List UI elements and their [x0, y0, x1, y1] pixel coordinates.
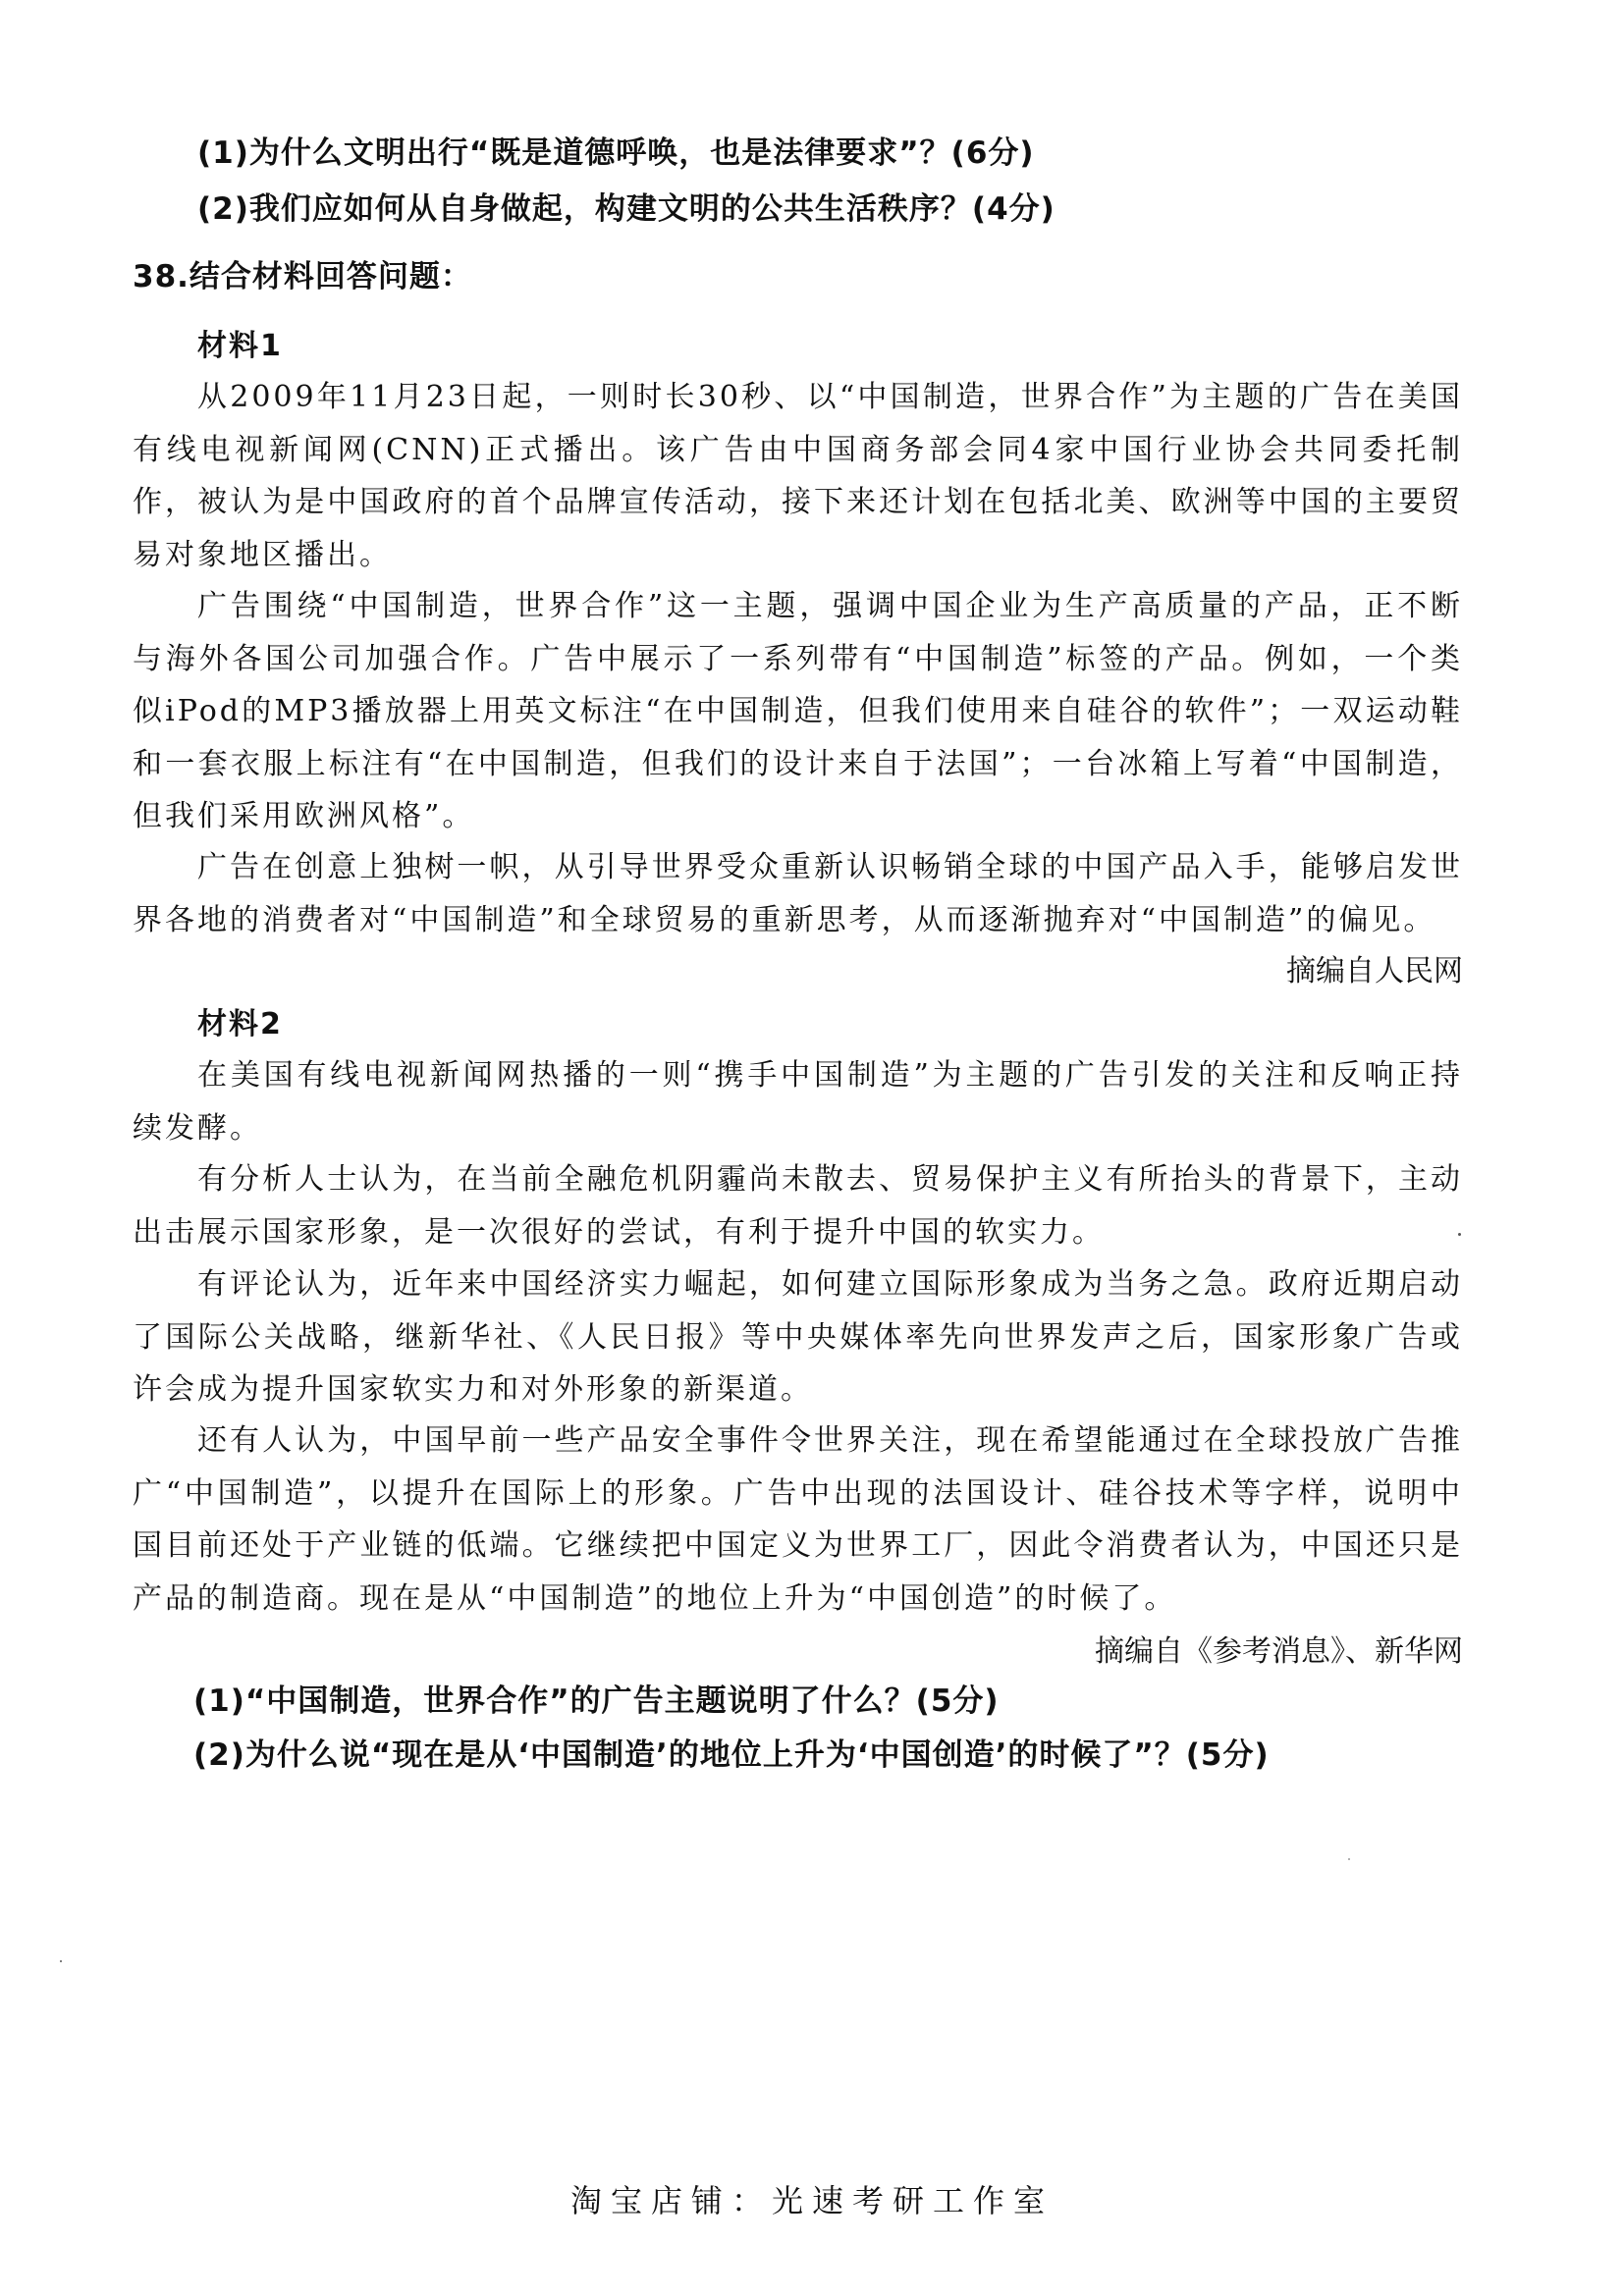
question-38-part-2: (2)为什么说“现在是从‘中国制造’的地位上升为‘中国创造’的时候了”？(5分) — [193, 1737, 1270, 1773]
scan-speck — [1348, 1858, 1350, 1860]
material-2-paragraph-3: 有评论认为，近年来中国经济实力崛起，如何建立国际形象成为当务之急。政府近期启动了国际公关战略，继新华社、《人民日报》等中央媒体率先向世界发声之后，国家形象广告或许会成为提升国家软实力和对外形象的新渠道。 — [133, 1267, 1463, 1407]
scan-speck — [1458, 1233, 1461, 1236]
question-37-part-1: (1)为什么文明出行“既是道德呼唤，也是法律要求”？(6分) — [197, 135, 1035, 171]
material-2-paragraph-2: 有分析人士认为，在当前全融危机阴霾尚未散去、贸易保护主义有所抬头的背景下，主动出击展示国家形象，是一次很好的尝试，有利于提升中国的软实力。 — [133, 1162, 1463, 1250]
material-1-paragraph-3: 广告在创意上独树一帜，从引导世界受众重新认识畅销全球的中国产品入手，能够启发世界各地的消费者对“中国制造”和全球贸易的重新思考，从而逐渐抛弃对“中国制造”的偏见。 — [133, 850, 1463, 937]
material-1-title: 材料1 — [197, 329, 283, 363]
material-1-paragraph-2: 广告围绕“中国制造，世界合作”这一主题，强调中国企业为生产高质量的产品，正不断与海外各国公司加强合作。广告中展示了一系列带有“中国制造”标签的产品。例如，一个类似iPod的MP3播放器上用英文标注“在中国制造，但我们使用来自硅谷的软件”；一双运动鞋和一套衣服上标注有“在中国制造，但我们的设计来自于法国”；一台冰箱上写着“中国制造，但我们采用欧洲风格”。 — [133, 589, 1463, 833]
material-2-paragraph-1: 在美国有线电视新闻网热播的一则“携手中国制造”为主题的广告引发的关注和反响正持续发酵。 — [133, 1058, 1463, 1146]
footer-shop-name: 淘宝店铺：光速考研工作室 — [569, 2182, 1054, 2219]
material-1-source: 摘编自人民网 — [1286, 954, 1463, 988]
question-38-heading: 38.结合材料回答问题： — [133, 259, 472, 294]
material-1-paragraph-1: 从2009年11月23日起，一则时长30秒、以“中国制造，世界合作”为主题的广告在美国有线电视新闻网(CNN)正式播出。该广告由中国商务部会同4家中国行业协会共同委托制作，被认为是中国政府的首个品牌宣传活动，接下来还计划在包括北美、欧洲等中国的主要贸易对象地区播出。 — [133, 380, 1463, 572]
material-2-source: 摘编自《参考消息》、新华网 — [1095, 1634, 1463, 1669]
scan-speck — [60, 1960, 62, 1962]
question-37-part-2: (2)我们应如何从自身做起，构建文明的公共生活秩序？(4分) — [197, 191, 1056, 227]
question-38-part-1: (1)“中国制造，世界合作”的广告主题说明了什么？(5分) — [193, 1683, 1000, 1719]
material-2-title: 材料2 — [197, 1007, 283, 1041]
material-2-paragraph-4: 还有人认为，中国早前一些产品安全事件令世界关注，现在希望能通过在全球投放广告推广“中国制造”，以提升在国际上的形象。广告中出现的法国设计、硅谷技术等字样，说明中国目前还处于产业链的低端。它继续把中国定义为世界工厂，因此令消费者认为，中国还只是产品的制造商。现在是从“中国制造”的地位上升为“中国创造”的时候了。 — [133, 1423, 1463, 1616]
